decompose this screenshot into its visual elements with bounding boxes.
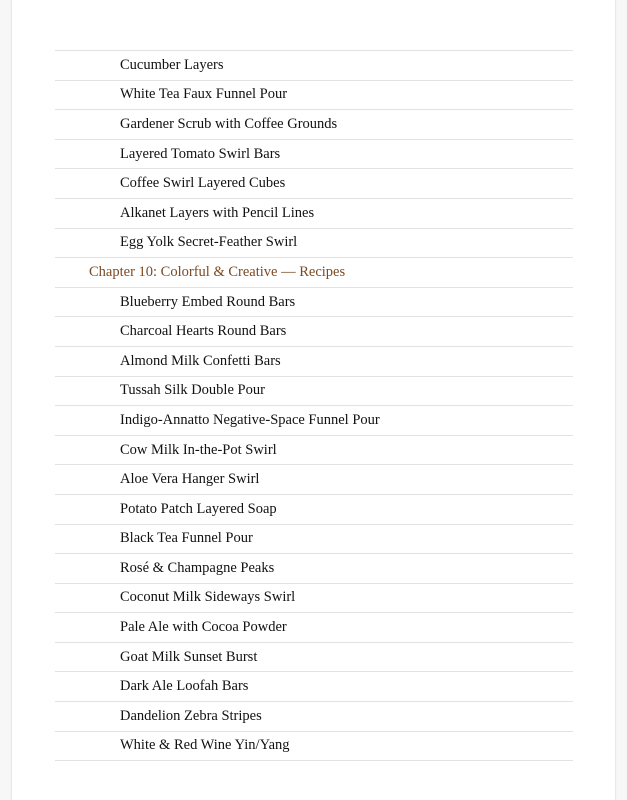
toc-bottom-rule xyxy=(55,760,573,761)
entry-title: Gardener Scrub with Coffee Grounds xyxy=(120,115,338,132)
toc-entry-link[interactable] xyxy=(55,494,573,524)
toc-entry-link[interactable] xyxy=(55,524,573,554)
toc-entry-link[interactable] xyxy=(55,168,573,198)
toc-chapter-heading[interactable] xyxy=(55,257,573,287)
toc-entry-link[interactable] xyxy=(55,612,573,642)
entry-title: Goat Milk Sunset Burst xyxy=(120,648,258,665)
entry-title: Indigo-Annatto Negative-Space Funnel Pour xyxy=(120,411,380,428)
toc-entry-link[interactable] xyxy=(55,50,573,80)
toc-entry-link[interactable] xyxy=(55,198,573,228)
entry-title: Blueberry Embed Round Bars xyxy=(120,293,296,310)
toc-entry-link[interactable] xyxy=(55,109,573,139)
toc-entry-link[interactable] xyxy=(55,228,573,258)
chapter-title: Chapter 10: Colorful & Creative — Recipes xyxy=(89,263,346,280)
entry-title: Layered Tomato Swirl Bars xyxy=(120,145,281,162)
toc-entry-link[interactable] xyxy=(55,139,573,169)
toc-entry-link[interactable] xyxy=(55,583,573,613)
toc-entry-link[interactable] xyxy=(55,346,573,376)
entry-title: Dark Ale Loofah Bars xyxy=(120,678,249,695)
toc-entry-link[interactable] xyxy=(55,80,573,110)
entry-title: Aloe Vera Hanger Swirl xyxy=(120,471,260,488)
entry-title: Pale Ale with Cocoa Powder xyxy=(120,619,287,636)
table-of-contents xyxy=(55,50,573,761)
entry-title: Potato Patch Layered Soap xyxy=(120,500,277,517)
toc-entry-link[interactable] xyxy=(55,405,573,435)
toc-entry-link[interactable] xyxy=(55,464,573,494)
entry-title: Black Tea Funnel Pour xyxy=(120,530,253,547)
toc-entry-link[interactable] xyxy=(55,553,573,583)
document-page xyxy=(12,0,615,800)
entry-title: Tussah Silk Double Pour xyxy=(120,382,265,399)
entry-title: Coconut Milk Sideways Swirl xyxy=(120,589,296,606)
entry-title: Egg Yolk Secret-Feather Swirl xyxy=(120,234,298,251)
toc-entry-link[interactable] xyxy=(55,287,573,317)
entry-title: Charcoal Hearts Round Bars xyxy=(120,323,287,340)
entry-title: Rosé & Champagne Peaks xyxy=(120,559,275,576)
entry-title: Dandelion Zebra Stripes xyxy=(120,707,262,724)
toc-entry-link[interactable] xyxy=(55,316,573,346)
entry-title: Cow Milk In-the-Pot Swirl xyxy=(120,441,277,458)
toc-entry-link[interactable] xyxy=(55,642,573,672)
toc-entry-link[interactable] xyxy=(55,376,573,406)
toc-entry-link[interactable] xyxy=(55,435,573,465)
entry-title: White & Red Wine Yin/Yang xyxy=(120,737,290,754)
entry-title: Alkanet Layers with Pencil Lines xyxy=(120,204,315,221)
entry-title: Coffee Swirl Layered Cubes xyxy=(120,175,286,192)
toc-entry-link[interactable] xyxy=(55,731,573,761)
toc-entry-link[interactable] xyxy=(55,701,573,731)
entry-title: Almond Milk Confetti Bars xyxy=(120,352,281,369)
toc-entry-link[interactable] xyxy=(55,671,573,701)
entry-title: White Tea Faux Funnel Pour xyxy=(120,86,288,103)
entry-title: Cucumber Layers xyxy=(120,56,224,73)
